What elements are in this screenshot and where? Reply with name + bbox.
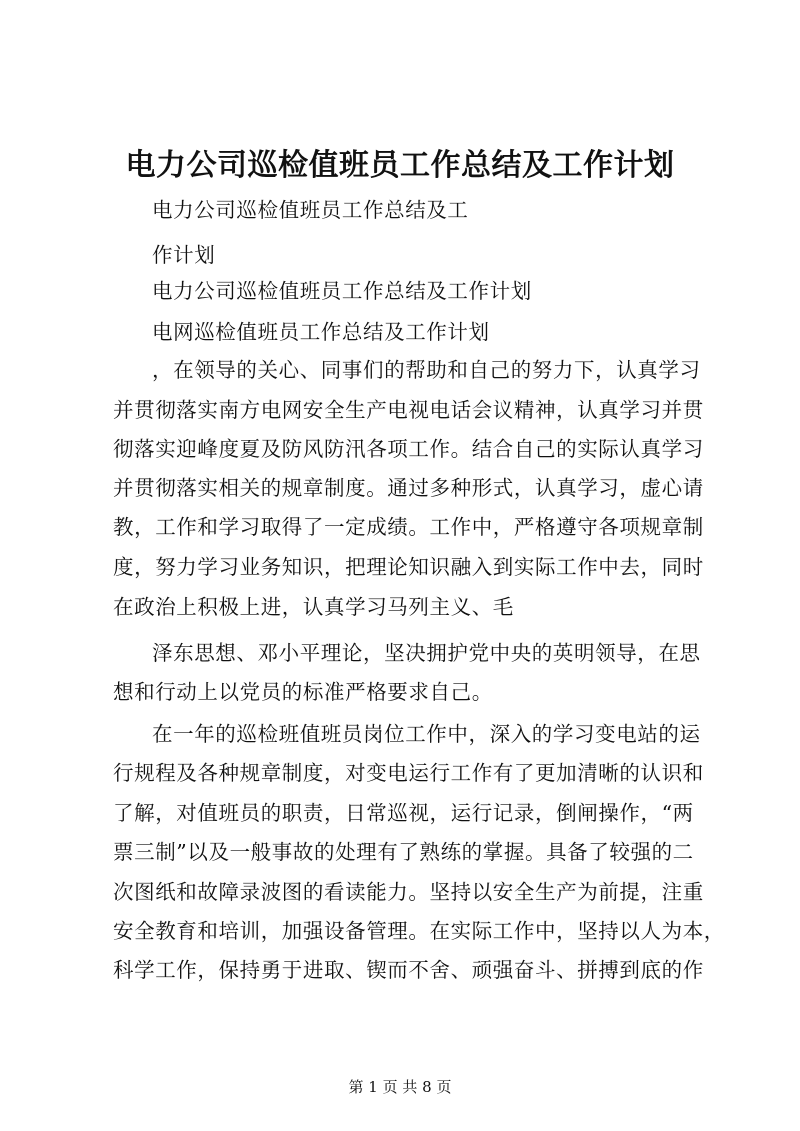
text-line: 了解，对值班员的职责，日常巡视，运行记录，倒闸操作，“两: [113, 801, 694, 825]
document-title: 电力公司巡检值班员工作总结及工作计划: [125, 148, 675, 183]
text-line: 作计划: [152, 243, 216, 267]
text-line: 泽东思想、邓小平理论，坚决拥护党中央的英明领导，在思: [152, 641, 701, 665]
text-line: 想和行动上以党员的标准严格要求自己。: [113, 680, 493, 704]
text-line: 并贯彻落实相关的规章制度。通过多种形式，认真学习，虚心请: [113, 476, 704, 500]
text-line: ，在领导的关心、同事们的帮助和自己的努力下，认真学习: [152, 358, 701, 382]
text-line: 在政治上积极上进，认真学习马列主义、毛: [113, 595, 514, 619]
text-line: 次图纸和故障录波图的看读能力。坚持以安全生产为前提，注重: [113, 880, 704, 904]
text-line: 教，工作和学习取得了一定成绩。工作中，严格遵守各项规章制: [113, 515, 704, 539]
text-line: 在一年的巡检班值班员岗位工作中，深入的学习变电站的运: [152, 722, 701, 746]
text-line: 并贯彻落实南方电网安全生产电视电话会议精神，认真学习并贯: [113, 398, 704, 422]
text-line: 行规程及各种规章制度，对变电运行工作有了更加清晰的认识和: [113, 761, 704, 785]
text-line: 彻落实迎峰度夏及防风防汛各项工作。结合自己的实际认真学习: [113, 437, 704, 461]
text-line: 电力公司巡检值班员工作总结及工: [152, 198, 469, 222]
text-line: 电力公司巡检值班员工作总结及工作计划: [152, 279, 532, 303]
text-line: 安全教育和培训，加强设备管理。在实际工作中，坚持以人为本，: [113, 919, 725, 943]
text-line: 科学工作，保持勇于进取、锲而不舍、顽强奋斗、拼搏到底的作: [113, 958, 704, 982]
page-number: 第 1 页 共 8 页: [348, 1078, 452, 1096]
text-line: 度，努力学习业务知识，把理论知识融入到实际工作中去，同时: [113, 555, 704, 579]
text-line: 票三制”以及一般事故的处理有了熟练的掌握。具备了较强的二: [113, 840, 694, 864]
text-line: 电网巡检值班员工作总结及工作计划: [152, 320, 490, 344]
